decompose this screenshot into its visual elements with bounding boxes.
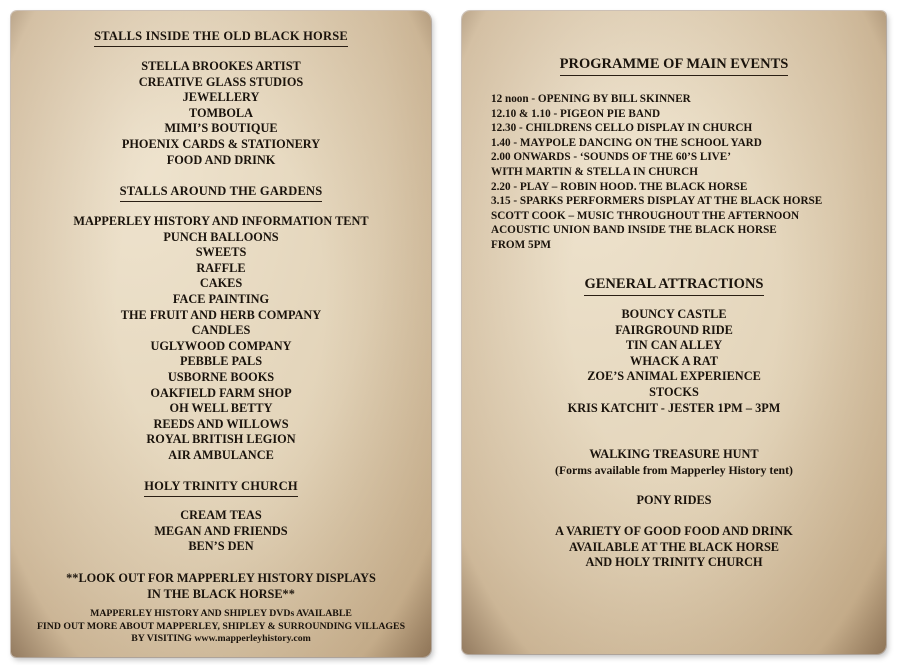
attractions-section (462, 275, 886, 296)
event-item: ACOUSTIC UNION BAND INSIDE THE BLACK HORSE (491, 224, 777, 237)
list-item: TOMBOLA (188, 105, 253, 120)
attractions-heading: GENERAL ATTRACTIONS (584, 276, 763, 296)
list-item: ZOE’S ANIMAL EXPERIENCE (587, 369, 761, 384)
treasure-hunt-note: (Forms available from Mapperley History tent) (555, 462, 793, 477)
treasure-hunt-title: WALKING TREASURE HUNT (589, 447, 759, 461)
dvd-footer (11, 608, 431, 646)
list-item: UGLYWOOD COMPANY (150, 338, 292, 353)
programme-heading: PROGRAMME OF MAIN EVENTS (560, 56, 789, 76)
list-item: WHACK A RAT (630, 353, 718, 368)
right-parchment-sheet (462, 11, 886, 654)
event-item: 12 noon - OPENING BY BILL SKINNER (491, 93, 691, 105)
list-item: MIMI’S BOUTIQUE (164, 121, 278, 136)
list-item: STELLA BROOKES ARTIST (141, 59, 301, 73)
list-item: REEDS AND WILLOWS (153, 416, 289, 431)
list-item: AIR AMBULANCE (168, 447, 274, 462)
list-item: CREATIVE GLASS STUDIOS (138, 74, 304, 89)
list-item: USBORNE BOOKS (167, 369, 275, 384)
food-drink-note (462, 524, 886, 571)
list-item: ROYAL BRITISH LEGION (146, 432, 296, 447)
pony-rides (462, 493, 886, 509)
inside-stalls-section (11, 27, 431, 47)
list-item: RAFFLE (196, 260, 246, 275)
list-item: CREAM TEAS (180, 508, 262, 522)
list-item: KRIS KATCHIT - JESTER 1PM – 3PM (567, 400, 781, 415)
inside-stalls-list (11, 59, 431, 168)
list-item: THE FRUIT AND HERB COMPANY (120, 307, 322, 322)
event-item: 2.20 - PLAY – ROBIN HOOD. THE BLACK HORSE (491, 180, 748, 193)
list-item: MEGAN AND FRIENDS (154, 523, 288, 538)
list-item: SWEETS (195, 245, 247, 260)
footer-line: MAPPERLEY HISTORY AND SHIPLEY DVDs AVAILABLE (90, 608, 352, 619)
list-item: JEWELLERY (182, 90, 260, 105)
gardens-stalls-section (11, 182, 431, 202)
list-item: OAKFIELD FARM SHOP (150, 385, 292, 400)
left-parchment-sheet (11, 11, 431, 657)
church-list (11, 508, 431, 555)
attractions-list (462, 307, 886, 416)
treasure-hunt (462, 447, 886, 478)
list-item: MAPPERLEY HISTORY AND INFORMATION TENT (73, 214, 369, 228)
event-item: SCOTT COOK – MUSIC THROUGHOUT THE AFTERNOON (491, 209, 800, 222)
event-item: WITH MARTIN & STELLA IN CHURCH (491, 165, 698, 178)
inside-stalls-heading: STALLS INSIDE THE OLD BLACK HORSE (94, 29, 348, 47)
list-item: CAKES (199, 276, 243, 291)
food-line: A VARIETY OF GOOD FOOD AND DRINK (555, 524, 793, 538)
list-item: BEN’S DEN (188, 539, 254, 554)
event-item: 3.15 - SPARKS PERFORMERS DISPLAY AT THE BLACK HORSE (491, 195, 823, 208)
food-line: AND HOLY TRINITY CHURCH (585, 555, 763, 570)
list-item: CANDLES (191, 323, 251, 338)
list-item: BOUNCY CASTLE (621, 307, 727, 321)
pony-rides-label: PONY RIDES (636, 493, 712, 507)
food-line: AVAILABLE AT THE BLACK HORSE (568, 539, 780, 554)
list-item: PUNCH BALLOONS (163, 229, 279, 244)
footer-line: FIND OUT MORE ABOUT MAPPERLEY, SHIPLEY & SURROUNDING VILLAGES (36, 620, 406, 632)
lookout-line: IN THE BLACK HORSE** (147, 586, 295, 601)
event-item: FROM 5PM (491, 238, 551, 251)
event-item: 2.00 ONWARDS - ‘SOUNDS OF THE 60’S LIVE’ (491, 151, 731, 164)
list-item: OH WELL BETTY (169, 401, 273, 416)
list-item: FOOD AND DRINK (166, 152, 276, 167)
events-list (491, 92, 822, 253)
church-heading: HOLY TRINITY CHURCH (144, 479, 298, 497)
lookout-note (11, 571, 431, 602)
list-item: STOCKS (649, 384, 699, 399)
list-item: PEBBLE PALS (179, 354, 263, 369)
list-item: PHOENIX CARDS & STATIONERY (121, 136, 321, 151)
list-item: FAIRGROUND RIDE (615, 322, 733, 337)
event-item: 1.40 - MAYPOLE DANCING ON THE SCHOOL YARD (491, 136, 762, 149)
list-item: FACE PAINTING (172, 291, 270, 306)
gardens-stalls-list (11, 214, 431, 464)
event-item: 12.10 & 1.10 - PIGEON PIE BAND (491, 107, 661, 120)
gardens-stalls-heading: STALLS AROUND THE GARDENS (120, 184, 323, 202)
footer-line: BY VISITING www.mapperleyhistory.com (131, 633, 311, 644)
programme-section (462, 55, 886, 76)
lookout-line: **LOOK OUT FOR MAPPERLEY HISTORY DISPLAYS (66, 571, 376, 585)
list-item: TIN CAN ALLEY (625, 338, 723, 353)
event-item: 12.30 - CHILDRENS CELLO DISPLAY IN CHURCH (491, 122, 753, 135)
church-section (11, 477, 431, 497)
